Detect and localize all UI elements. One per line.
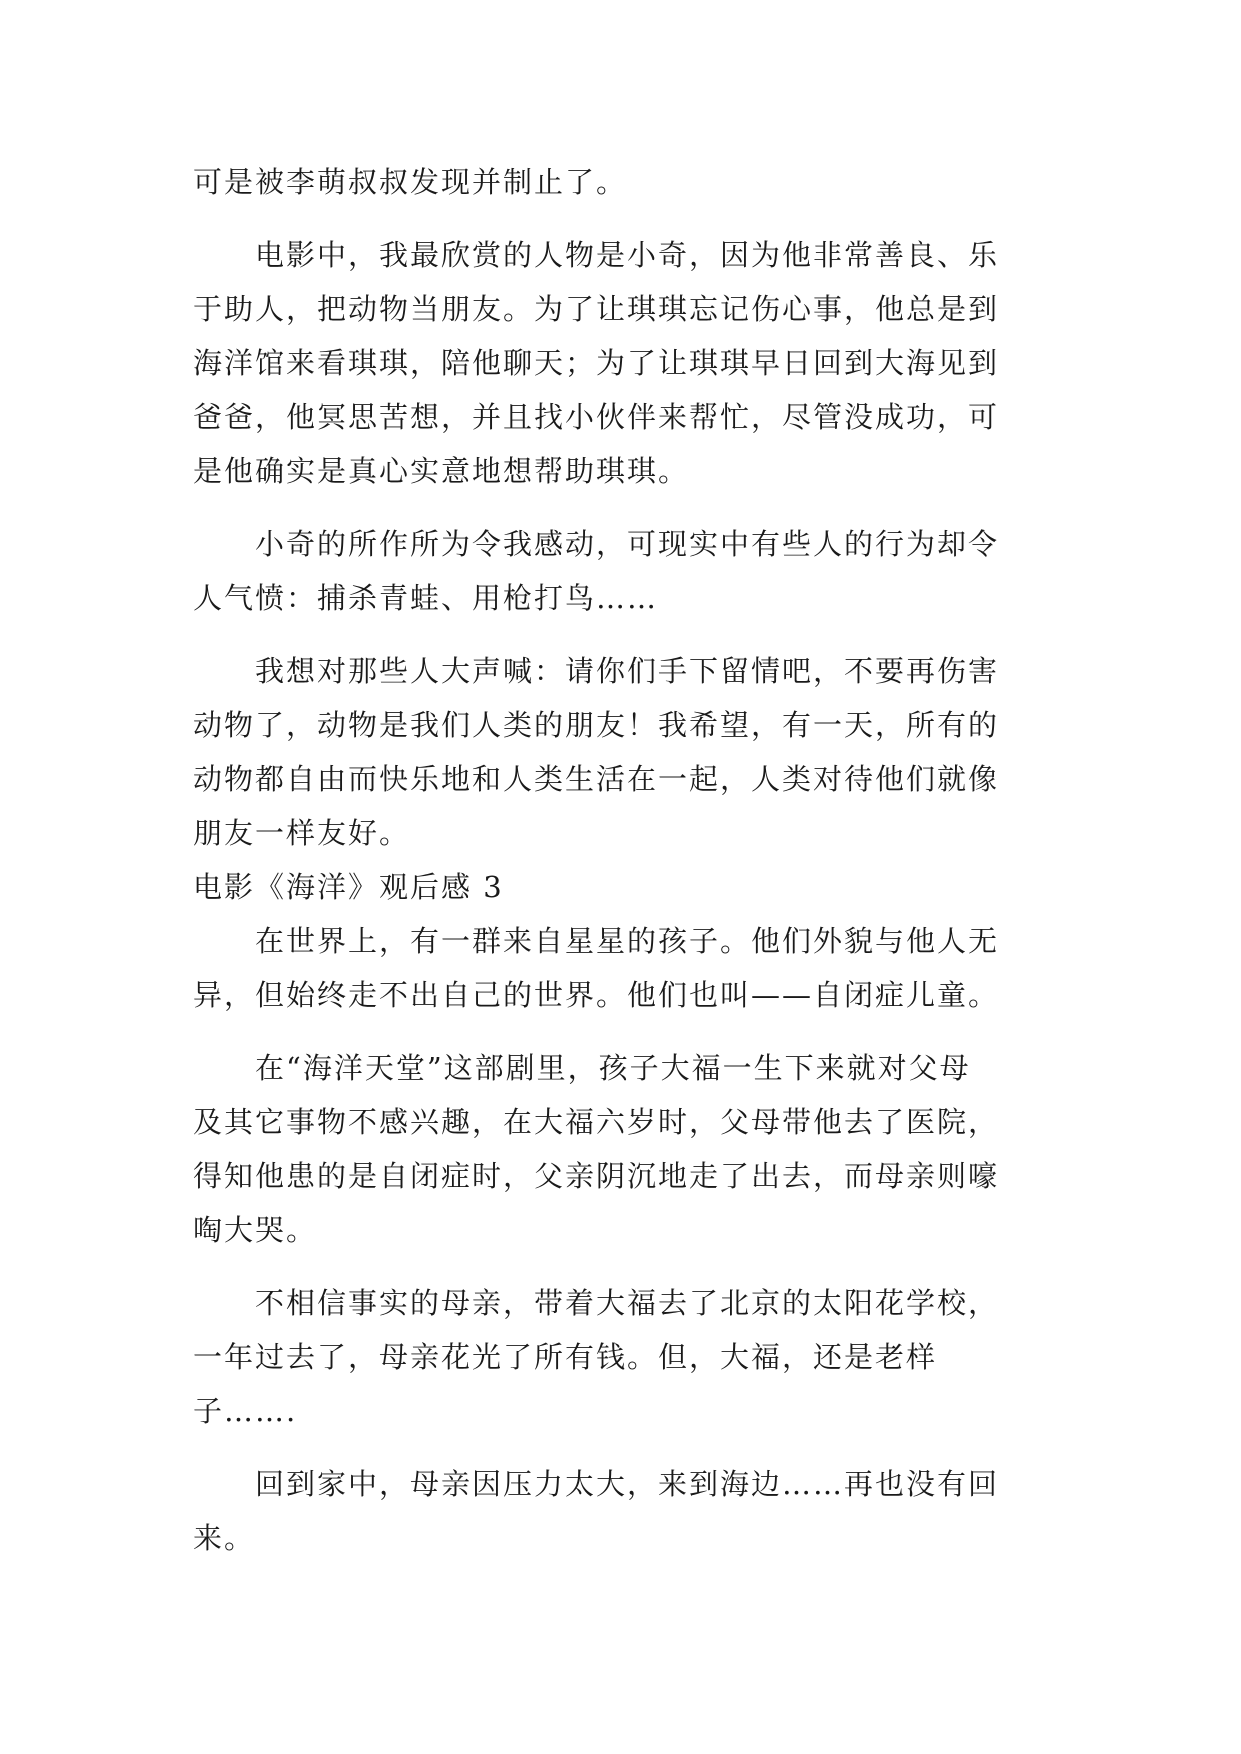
text-line: 动物了，动物是我们人类的朋友！我希望，有一天，所有的 (193, 708, 1000, 742)
text-line: 在世界上，有一群来自星星的孩子。他们外貌与他人无 (193, 924, 1000, 958)
paragraph-gap (193, 209, 1053, 228)
paragraph-gap (193, 625, 1053, 644)
text-line: 我想对那些人大声喊：请你们手下留情吧，不要再伤害 (193, 654, 1000, 688)
paragraph-gap (193, 498, 1053, 517)
text-line: 来。 (193, 1521, 256, 1555)
text-line: 是他确实是真心实意地想帮助琪琪。 (193, 454, 690, 488)
text-line: 啕大哭。 (193, 1213, 318, 1247)
text-line: 可是被李萌叔叔发现并制止了。 (193, 165, 628, 199)
document-body (193, 155, 1053, 1565)
text-line: 海洋馆来看琪琪，陪他聊天；为了让琪琪早日回到大海见到 (193, 346, 1000, 380)
text-line: 及其它事物不感兴趣，在大福六岁时，父母带他去了医院， (193, 1105, 1000, 1139)
text-line: 爸爸，他冥思苦想，并且找小伙伴来帮忙，尽管没成功，可 (193, 400, 1000, 434)
text-line: 不相信事实的母亲，带着大福去了北京的太阳花学校， (193, 1286, 1000, 1320)
text-line: 在“海洋天堂”这部剧里，孩子大福一生下来就对父母 (193, 1051, 971, 1085)
text-line: 动物都自由而快乐地和人类生活在一起，人类对待他们就像 (193, 762, 1000, 796)
text-line: 小奇的所作所为令我感动，可现实中有些人的行为却令 (193, 527, 1000, 561)
paragraph-gap (193, 1022, 1053, 1041)
text-line: 人气愤：捕杀青蛙、用枪打鸟…… (193, 581, 659, 615)
text-line: 回到家中，母亲因压力太大，来到海边……再也没有回 (193, 1467, 1000, 1501)
text-line: 电影中，我最欣赏的人物是小奇，因为他非常善良、乐 (193, 238, 1000, 272)
text-line: 异，但始终走不出自己的世界。他们也叫——自闭症儿童。 (193, 978, 1000, 1012)
text-line: 一年过去了，母亲花光了所有钱。但，大福，还是老样 (193, 1340, 938, 1374)
paragraph-gap (193, 1438, 1053, 1457)
text-line: 于助人，把动物当朋友。为了让琪琪忘记伤心事，他总是到 (193, 292, 1000, 326)
text-line: 子……. (193, 1394, 298, 1428)
text-line: 得知他患的是自闭症时，父亲阴沉地走了出去，而母亲则嚎 (193, 1159, 1000, 1193)
paragraph-gap (193, 1257, 1053, 1276)
section-heading: 电影《海洋》观后感 3 (193, 870, 504, 904)
text-line: 朋友一样友好。 (193, 816, 411, 850)
